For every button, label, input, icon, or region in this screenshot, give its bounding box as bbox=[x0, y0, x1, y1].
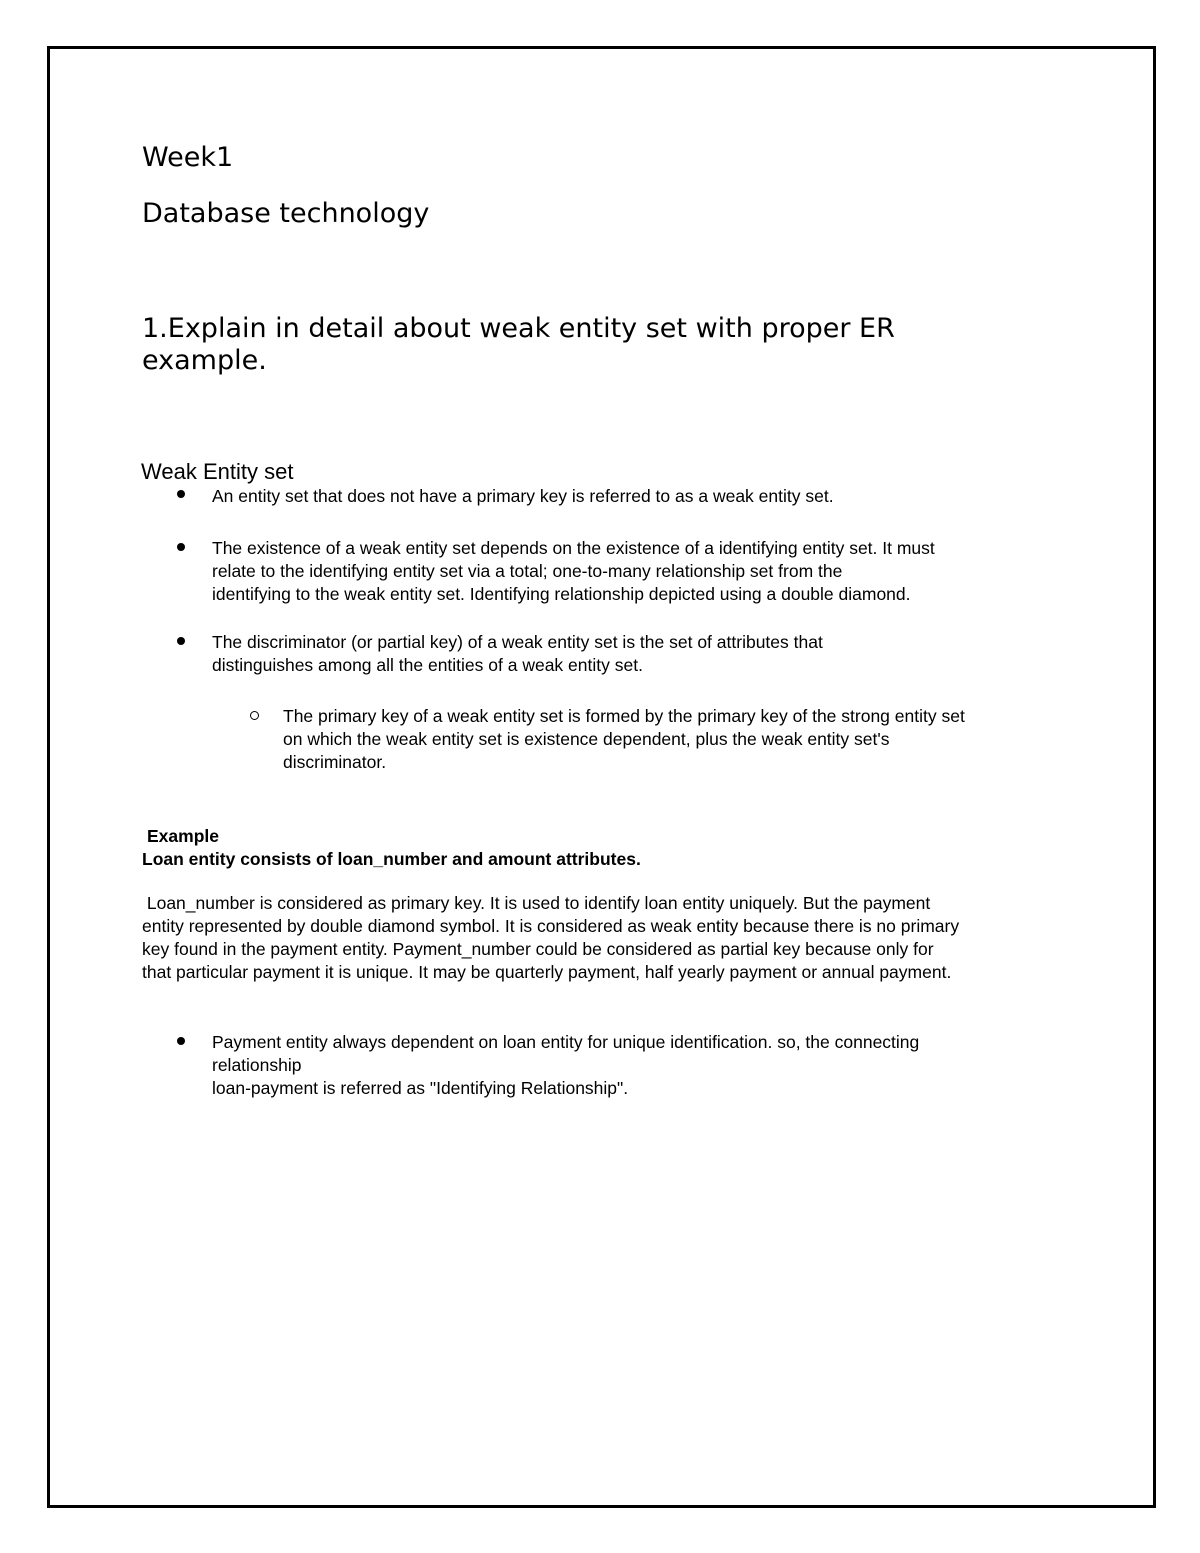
bullet-icon bbox=[177, 1037, 185, 1045]
bullet-item: Payment entity always dependent on loan entity for unique identification. so, the connecting relationship loan-payment is referred as "Identifying Relationship". bbox=[212, 1032, 920, 1098]
example-paragraph: Loan_number is considered as primary key. It is used to identify loan entity uniquely. But the payment entity represented by double diamond symbol. It is considered as weak entity because there is no primary key found in the payment entity. Payment_number could be considered as partial key because only for that particular payment it is unique. It may be quarterly payment, half yearly payment or annual payment. bbox=[142, 893, 960, 982]
sub-bullet-item: The primary key of a weak entity set is formed by the primary key of the strong entity set on which the weak entity set is existence dependent, plus the weak entity set's discriminator. bbox=[283, 706, 965, 772]
course-heading: Database technology bbox=[142, 198, 430, 229]
page-border bbox=[47, 46, 1156, 1508]
bullet-icon bbox=[177, 543, 185, 551]
bullet-item: The discriminator (or partial key) of a weak entity set is the set of attributes that distinguishes among all the entities of a weak entity set. bbox=[212, 632, 823, 675]
bullet-icon bbox=[177, 637, 185, 645]
bullet-item: The existence of a weak entity set depends on the existence of a identifying entity set. It must relate to the identifying entity set via a total; one-to-many relationship set from the identifying to the weak entity set. Identifying relationship depicted using a double diamond. bbox=[212, 538, 935, 604]
example-label: Example bbox=[147, 826, 219, 846]
week-heading: Week1 bbox=[142, 142, 234, 173]
example-heading: Loan entity consists of loan_number and amount attributes. bbox=[142, 849, 641, 869]
circle-bullet-icon bbox=[250, 711, 259, 720]
bullet-item: An entity set that does not have a primary key is referred to as a weak entity set. bbox=[212, 486, 834, 506]
section-title: Weak Entity set bbox=[141, 459, 294, 484]
question-heading: 1.Explain in detail about weak entity set with proper ER example. bbox=[142, 313, 895, 376]
bullet-icon bbox=[177, 490, 185, 498]
